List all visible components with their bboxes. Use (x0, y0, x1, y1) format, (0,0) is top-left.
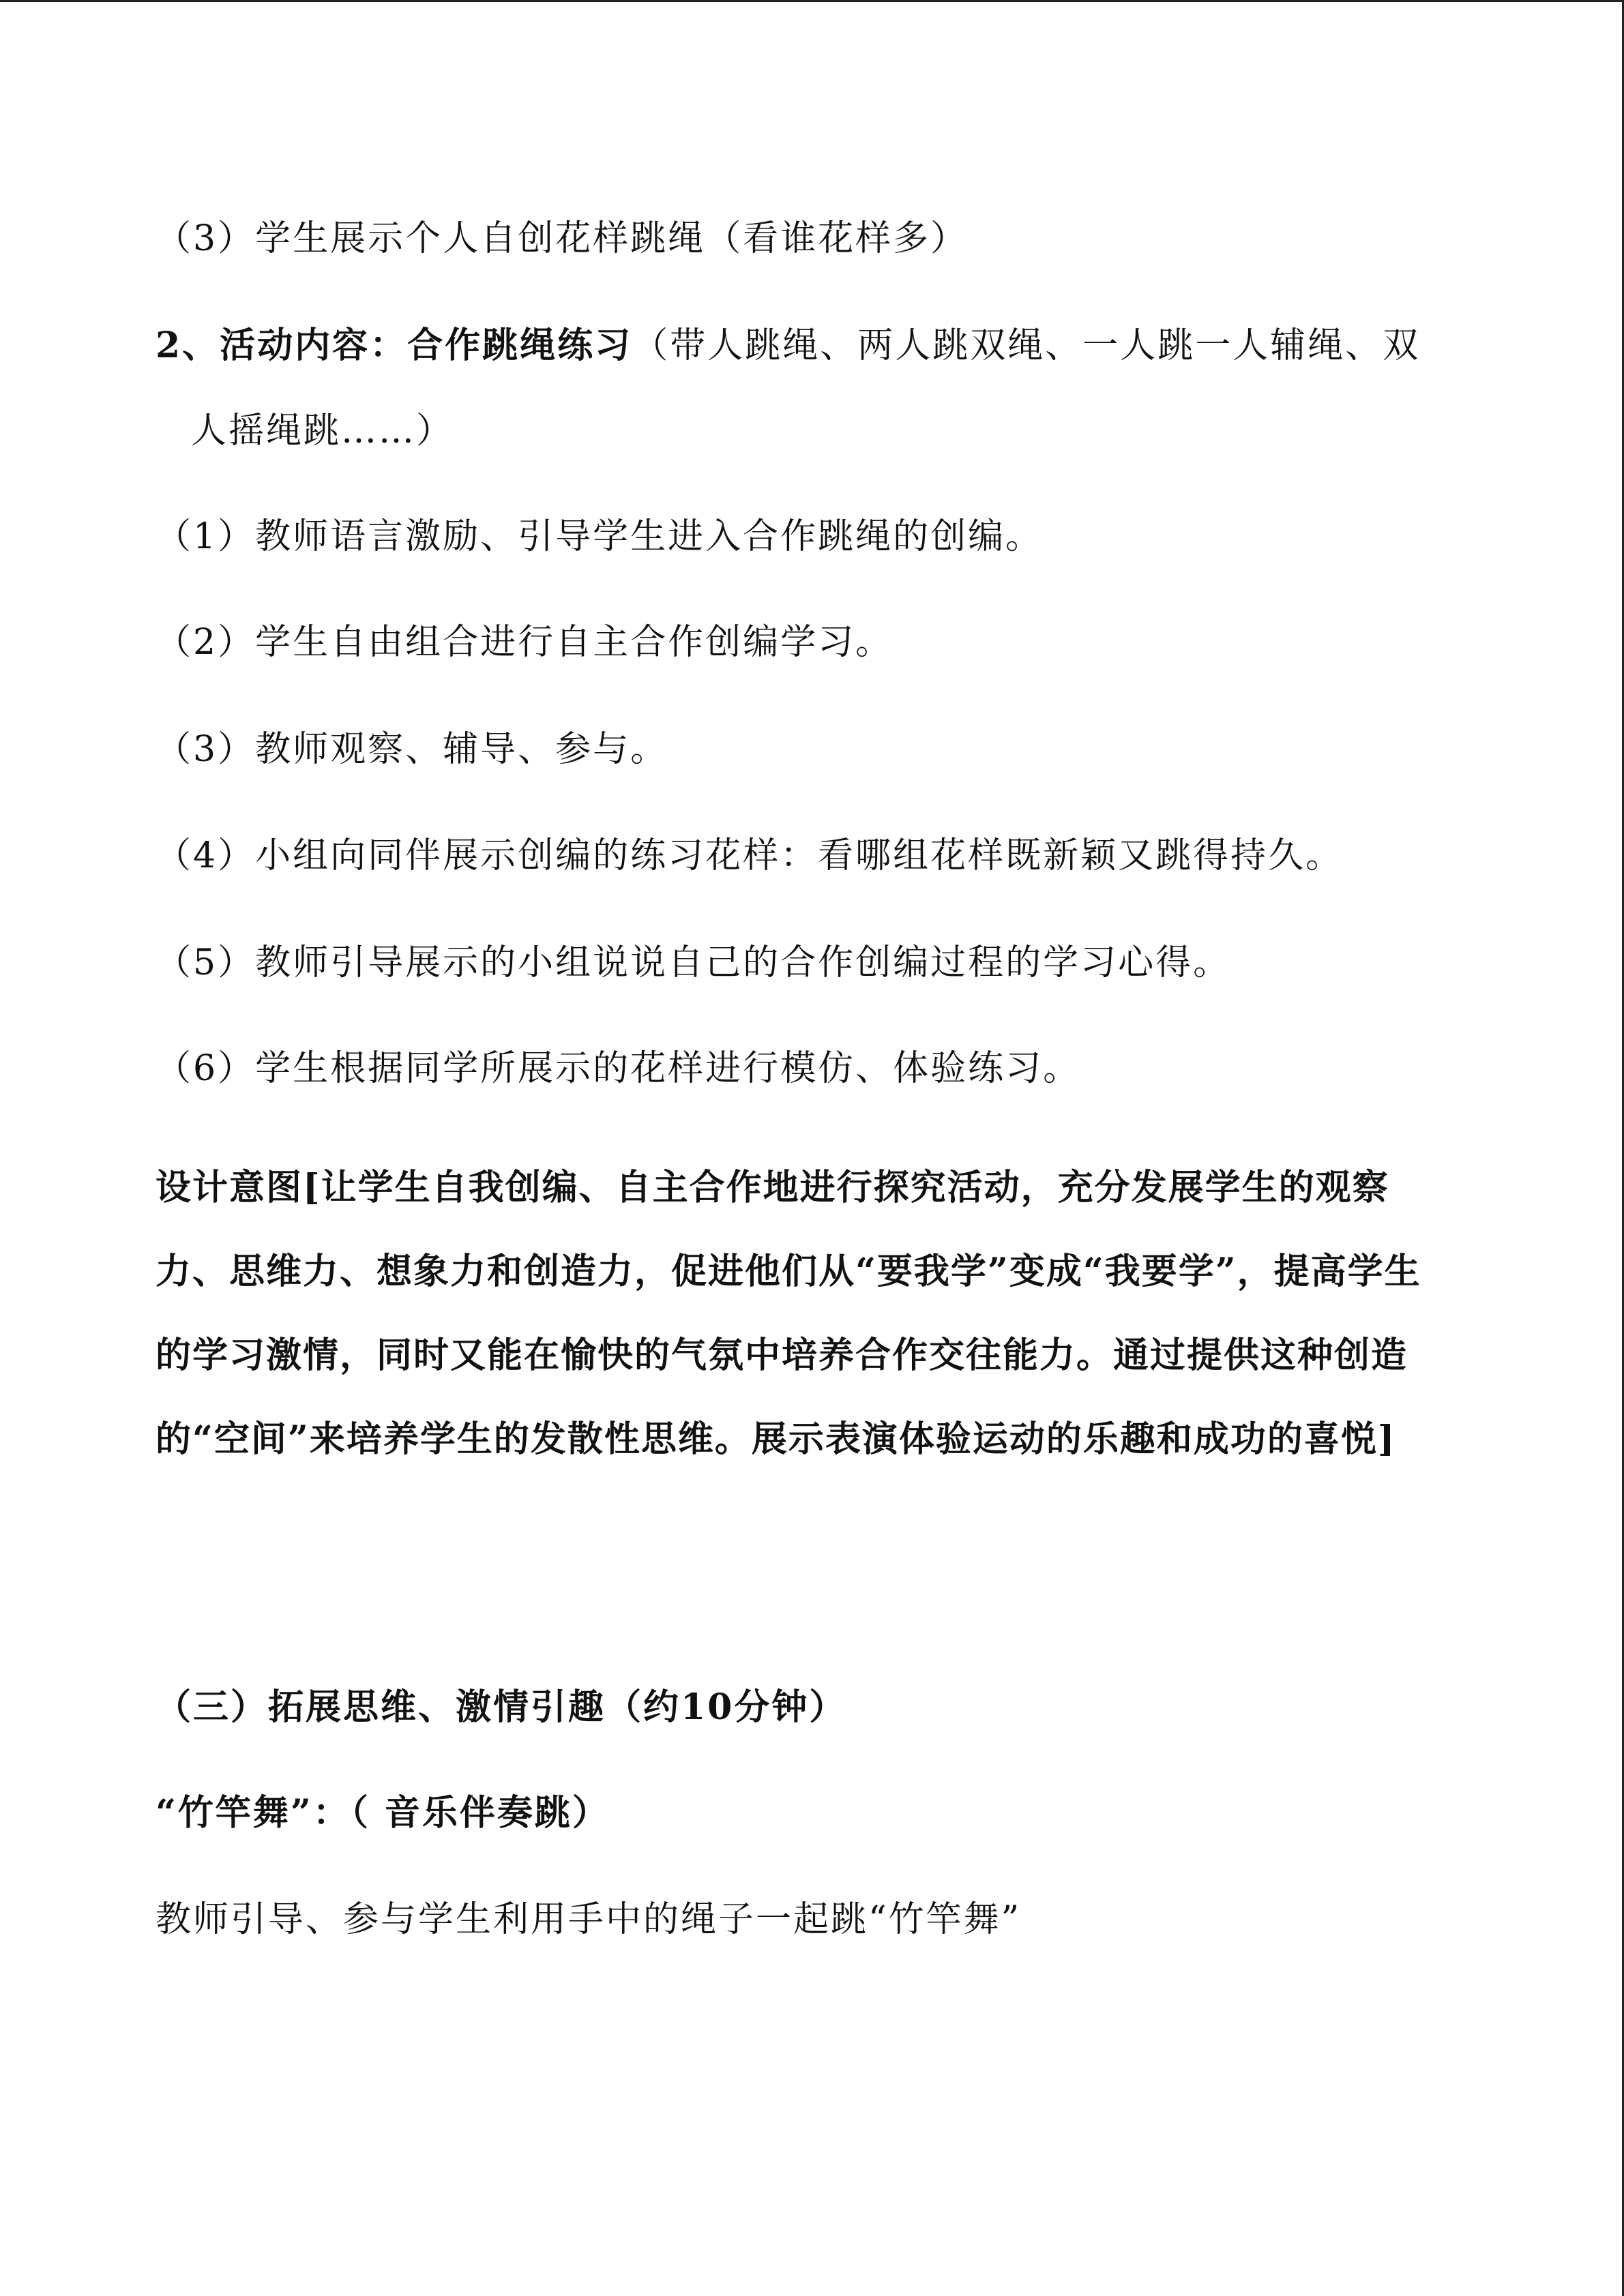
activity-detail-1: （带人跳绳、两人跳双绳、一人跳一人辅绳、双 (632, 325, 1421, 366)
design-intent-paragraph: 设计意图[让学生自我创编、自主合作地进行探究活动，充分发展学生的观察力、思维力、想象力和创造力，促进他们从“要我学”变成“我要学”，提高学生的学习激情，同时又能在愉快的气氛中培养合作交往能力。通过提供这种创造的“空间”来培养学生的发散性思维。展示表演体验运动的乐趣和成功的喜悦] (156, 1167, 1421, 1460)
step-4: （4）小组向同伴展示创编的练习花样：看哪组花样既新颖又跳得持久。 (156, 835, 1344, 876)
step-1: （1）教师语言激励、引导学生进入合作跳绳的创编。 (156, 516, 1044, 557)
bamboo-dance-description: 教师引导、参与学生利用手中的绳子一起跳“竹竿舞” (156, 1899, 1022, 1940)
item-3-show: （3）学生展示个人自创花样跳绳（看谁花样多） (156, 218, 969, 259)
step-2: （2）学生自由组合进行自主合作创编学习。 (156, 622, 894, 663)
bamboo-dance-heading: “竹竿舞”：（ 音乐伴奏跳） (156, 1792, 610, 1834)
activity-detail-2: 人摇绳跳……） (191, 411, 454, 451)
section-3-title: （三）拓展思维、激情引趣（约10分钟） (156, 1686, 847, 1728)
top-border (0, 0, 1624, 2)
activity-heading: 2、活动内容：合作跳绳练习 (156, 325, 633, 366)
step-5: （5）教师引导展示的小组说说自己的合作创编过程的学习心得。 (156, 942, 1231, 983)
activity-line-1 (156, 324, 1420, 368)
step-3: （3）教师观察、辅导、参与。 (156, 729, 668, 770)
step-6: （6）学生根据同学所展示的花样进行模仿、体验练习。 (156, 1048, 1081, 1089)
